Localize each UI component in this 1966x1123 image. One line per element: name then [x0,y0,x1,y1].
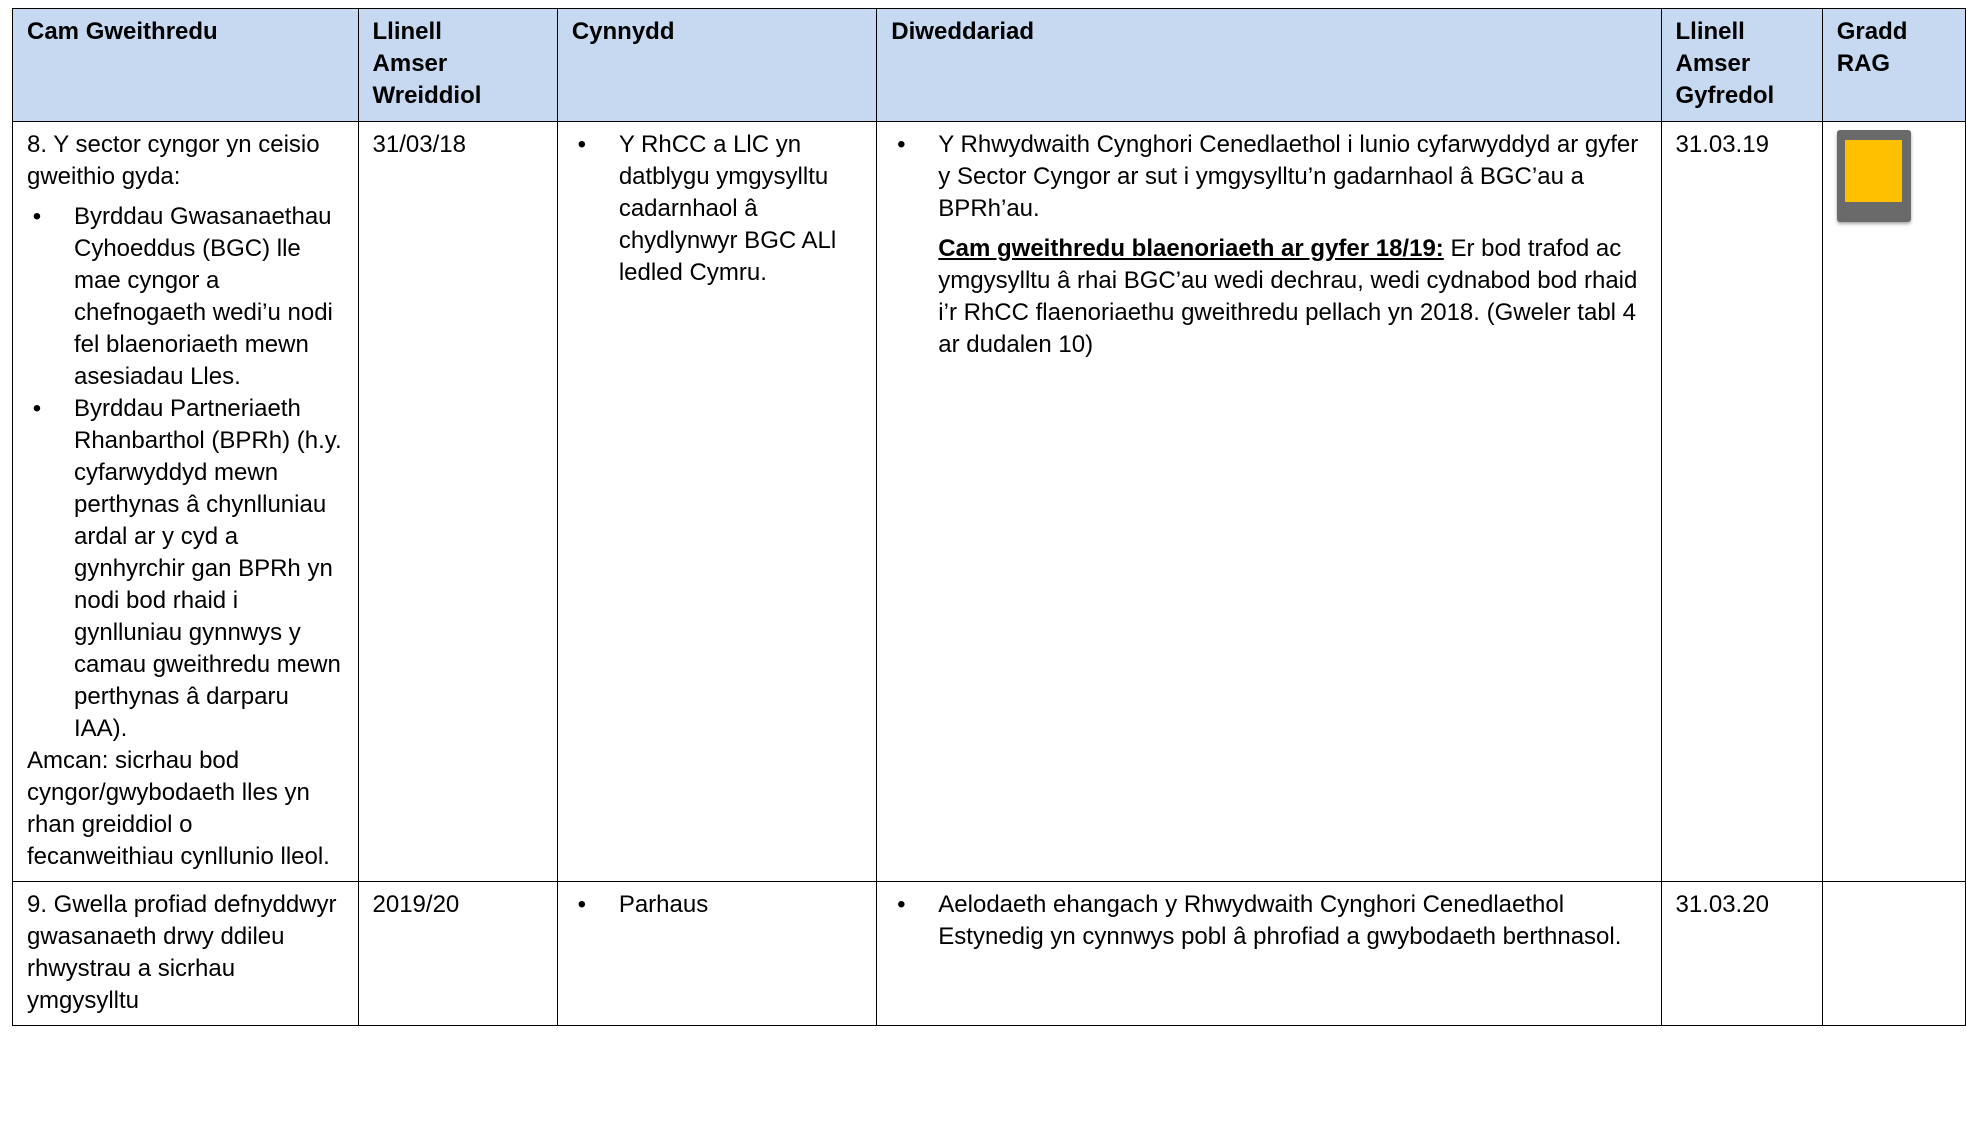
header-update: Diweddariad [877,9,1661,122]
rag-amber-fill [1845,140,1902,202]
progress-cell [557,882,876,1026]
update-cell [877,882,1661,1026]
list-item: • Aelodaeth ehangach y Rhwydwaith Cynghori Cenedlaethol Estynedig yn cynnwys pobl â phrofiad a gwybodaeth berthnasol. [891,889,1648,953]
bullet-icon: • [32,395,42,422]
header-action: Cam Gweithredu [13,9,359,122]
list-item: • Y Rhwydwaith Cynghori Cenedlaethol i lunio cyfarwyddyd ar gyfer y Sector Cyngor ar sut i ymgysylltu’n gadarnhaol â BGC’au a BPRh’au. [891,129,1648,225]
update-cell [877,122,1661,882]
list-item: • Y RhCC a LlC yn datblygu ymgysylltu cadarnhaol â chydlynwyr BGC ALl ledled Cymru. [572,129,864,289]
action-cell [13,122,359,882]
current-timeline-cell: 31.03.20 [1661,882,1822,1026]
rag-cell [1822,122,1965,882]
list-item: • Parhaus [572,889,864,921]
table-row [13,882,1966,1026]
original-timeline-cell: 2019/20 [358,882,557,1026]
header-progress: Cynnydd [557,9,876,122]
update-list [891,129,1648,225]
original-timeline-cell: 31/03/18 [358,122,557,882]
action-plan-table [12,8,1966,1026]
header-original-timeline: Llinell Amser Wreiddiol [358,9,557,122]
header-rag: Gradd RAG [1822,9,1965,122]
action-objective: Amcan: sicrhau bod cyngor/gwybodaeth lles yn rhan greiddiol o fecanweithiau cynllunio lleol. [27,747,330,870]
list-item: • Byrddau Gwasanaethau Cyhoeddus (BGC) lle mae cyngor a chefnogaeth wedi’u nodi fel blaenoriaeth mewn asesiadau Lles. [27,201,346,393]
action-bullet-list [27,201,346,745]
priority-label: Cam gweithredu blaenoriaeth ar gyfer 18/19: [938,235,1444,262]
update-list [891,889,1648,953]
bullet-icon: • [897,131,906,158]
action-cell: 9. Gwella profiad defnyddwyr gwasanaeth drwy ddileu rhwystrau a sicrhau ymgysylltu [13,882,359,1026]
table-row [13,122,1966,882]
bullet-icon: • [577,891,587,918]
header-row [13,9,1966,122]
priority-action: Cam gweithredu blaenoriaeth ar gyfer 18/19: Er bod trafod ac ymgysylltu â rhai BGC’au wedi dechrau, wedi cydnabod bod rhaid i’r RhCC flaenoriaethu gweithredu pellach yn 2018. (Gweler tabl 4 ar dudalen 10) [938,235,1638,358]
progress-list [572,129,864,289]
rag-cell [1822,882,1965,1026]
rag-status-amber [1837,130,1911,222]
progress-cell [557,122,876,882]
action-intro: 8. Y sector cyngor yn ceisio gweithio gyda: [27,131,320,190]
list-item: • Byrddau Partneriaeth Rhanbarthol (BPRh) (h.y. cyfarwyddyd mewn perthynas â chynlluniau ardal ar y cyd a gynhyrchir gan BPRh yn nodi bod rhaid i gynlluniau gynnwys y camau gweithredu mewn perthynas â darparu IAA). [27,393,346,745]
header-current-timeline: Llinell Amser Gyfredol [1661,9,1822,122]
bullet-icon: • [897,891,906,918]
bullet-icon: • [577,131,587,158]
bullet-icon: • [32,203,42,230]
progress-list [572,889,864,921]
current-timeline-cell: 31.03.19 [1661,122,1822,882]
